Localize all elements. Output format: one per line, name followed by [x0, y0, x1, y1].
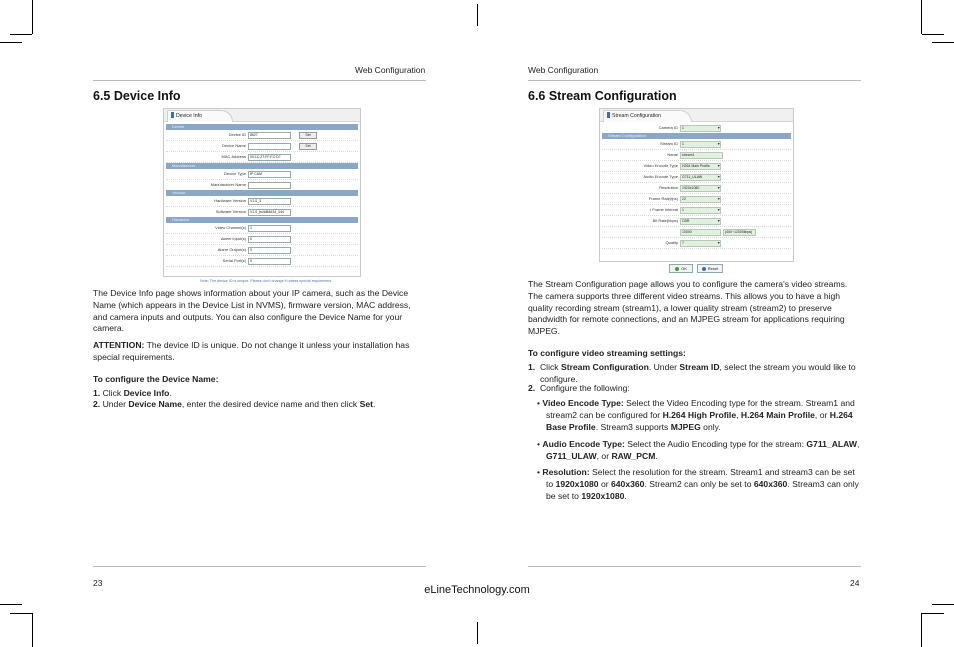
chevron-down-icon: ▼ [717, 241, 721, 245]
form-row: I Frame Interval 1 ▼ [602, 205, 791, 216]
stream-config-screenshot [599, 108, 794, 262]
hardware-version-field: V1.0_3 [248, 198, 291, 205]
form-row: Video Channel(s) 1 [166, 223, 358, 234]
camera-id-select[interactable]: 1 [680, 125, 721, 132]
section-title: 6.6 Stream Configuration [528, 89, 677, 103]
form-row: Hardware Version V1.0_3 [166, 196, 358, 207]
form-row: Device ID 8627 Set [166, 130, 358, 141]
running-header: Web Configuration [528, 65, 599, 75]
stream-id-select[interactable]: 1 [680, 141, 721, 148]
device-type-field: IP CAM [248, 171, 291, 178]
step-2: 2. Under Device Name, enter the desired device name and then click Set. [93, 399, 376, 409]
alarm-outputs-field: 0 [248, 247, 291, 254]
footer-rule [528, 566, 861, 567]
form-row: Frame Rate(fps) 22 ▼ [602, 194, 791, 205]
check-icon [675, 267, 679, 271]
tab-stream-configuration[interactable]: Stream Configuration [603, 110, 692, 122]
intro-paragraph: The Stream Configuration page allows you to configure the camera's video streams. The camera supports three different video streams. This allows you to have a high quality recording stream (stream1), a lower quality stream (stream2) to preserve bandwidth for remote connections, and an MJPEG stream for applications requiring MJPEG. [528, 279, 848, 337]
step-1: 1. Click Device Info. [93, 388, 172, 398]
video-encode-type-select[interactable]: H264 Main Profile [680, 163, 721, 170]
bullet-audio-encode: • Audio Encode Type: Select the Audio Encoding type for the stream: G711_ALAW, G711_ULAW, or RAW_PCM. [537, 439, 860, 461]
header-rule [528, 80, 861, 81]
resolution-select[interactable]: 1920x1080 [680, 185, 721, 192]
ok-button[interactable]: OK [669, 264, 693, 273]
video-channels-field: 1 [248, 225, 291, 232]
serial-ports-field: 0 [248, 258, 291, 265]
refresh-icon [702, 267, 706, 271]
chevron-down-icon: ▼ [717, 197, 721, 201]
section-header: Hardware [166, 217, 358, 223]
bullet-icon: • [537, 439, 543, 449]
header-rule [93, 80, 426, 81]
device-name-input[interactable] [248, 143, 291, 150]
website-footer: eLineTechnology.com [424, 584, 530, 596]
page-icon [607, 112, 610, 118]
procedure-title: To configure video streaming settings: [528, 348, 686, 358]
page-number: 23 [93, 578, 103, 588]
mac-address-field: 00:1C:27:FF:FC:D7 [248, 154, 291, 161]
bullet-video-encode: • Video Encode Type: Select the Video Encoding type for the stream. Stream1 and stream2 can be configured for H.264 High Profile, H.264 Main Profile, or H.264 Base Profile. Stream3 supports MJPEG only. [537, 398, 855, 432]
chevron-down-icon: ▼ [717, 142, 721, 146]
form-row: Serial Port(s) 0 [166, 256, 358, 267]
form-row: Alarm Input(s) 0 [166, 234, 358, 245]
chevron-down-icon: ▼ [717, 219, 721, 223]
form-row: Stream ID 1 ▼ [602, 139, 791, 150]
footer-rule [93, 566, 426, 567]
iframe-interval-select[interactable]: 1 [680, 207, 721, 214]
form-row: MAC Address 00:1C:27:FF:FC:D7 [166, 152, 358, 163]
reset-button[interactable]: Reset [697, 264, 723, 273]
form-row: Alarm Output(s) 0 [166, 245, 358, 256]
chevron-down-icon: ▼ [717, 186, 721, 190]
chevron-down-icon: ▼ [717, 164, 721, 168]
form-row: Camera ID 1 ▼ [602, 123, 791, 134]
form-row: Device Name Set [166, 141, 358, 152]
step-2: 2. Configure the following: [528, 383, 630, 393]
form-row: Device Type IP CAM [166, 169, 358, 180]
form-row: Audio Encode Type G711_ULAW ▼ [602, 172, 791, 183]
bullet-resolution: • Resolution: Select the resolution for the stream. Stream1 and stream3 can be set to 1920x1080 or 640x360. Stream2 can only be set to 640x360. Stream3 can only be set to 1920x1080. [537, 467, 859, 501]
software-version-field: V1.0_build84634_044 [248, 209, 291, 216]
bullet-icon: • [537, 398, 543, 408]
step-1: 1. Click Stream Configuration. Under Stream ID, select the stream you would like to configure. [528, 362, 856, 384]
form-row: Bit Rate(kbps) CBR ▼ [602, 216, 791, 227]
quality-select[interactable]: 7 [680, 240, 721, 247]
form-row: Software Version V1.0_build84634_044 [166, 207, 358, 218]
manufacturer-name-field [248, 182, 291, 189]
screenshot-note: Note: The device ID is unique. Please don't change it unless special requirement. [200, 279, 333, 283]
device-id-input[interactable]: 8627 [248, 132, 291, 139]
frame-rate-select[interactable]: 22 [680, 196, 721, 203]
page-icon [171, 112, 174, 118]
chevron-down-icon: ▼ [717, 208, 721, 212]
alarm-inputs-field: 0 [248, 236, 291, 243]
section-header: Version [166, 190, 358, 196]
procedure-title: To configure the Device Name: [93, 374, 219, 384]
set-device-name-button[interactable]: Set [299, 143, 317, 150]
form-row [602, 227, 791, 238]
form-row: Name stream1 [602, 150, 791, 161]
attention-paragraph: ATTENTION: The device ID is unique. Do not change it unless your installation has special requirements. [93, 340, 410, 362]
form-row: Video Encode Type H264 Main Profile ▼ [602, 161, 791, 172]
set-device-id-button[interactable]: Set [299, 132, 317, 139]
bit-rate-mode-select[interactable]: CBR [680, 218, 721, 225]
bullet-icon: • [537, 467, 543, 477]
section-header: Device [166, 124, 358, 130]
section-header: Stream Configuration [602, 133, 791, 139]
tab-device-info[interactable]: Device Info [167, 110, 233, 122]
chevron-down-icon: ▼ [717, 126, 721, 130]
form-row: Quality 7 ▼ [602, 238, 791, 249]
section-title: 6.5 Device Info [93, 89, 181, 103]
running-header: Web Configuration [355, 65, 426, 75]
device-info-screenshot [163, 108, 361, 277]
form-row: Resolution 1920x1080 ▼ [602, 183, 791, 194]
stream-name-input[interactable]: stream1 [680, 152, 723, 159]
audio-encode-type-select[interactable]: G711_ULAW [680, 174, 721, 181]
page-number: 24 [850, 578, 860, 588]
bit-rate-input[interactable]: 10000 [680, 229, 721, 236]
form-row: Manufacturer Name [166, 180, 358, 191]
chevron-down-icon: ▼ [717, 175, 721, 179]
bit-rate-range-hint: (400~12000kbps) [723, 229, 756, 236]
section-header: Manufacturer [166, 163, 358, 169]
intro-paragraph: The Device Info page shows information about your IP camera, such as the Device Name (which appears in the Device List in NVMS), firmware version, MAC address, and camera inputs and outputs. You can also configure the Device Name for your camera. [93, 288, 411, 334]
